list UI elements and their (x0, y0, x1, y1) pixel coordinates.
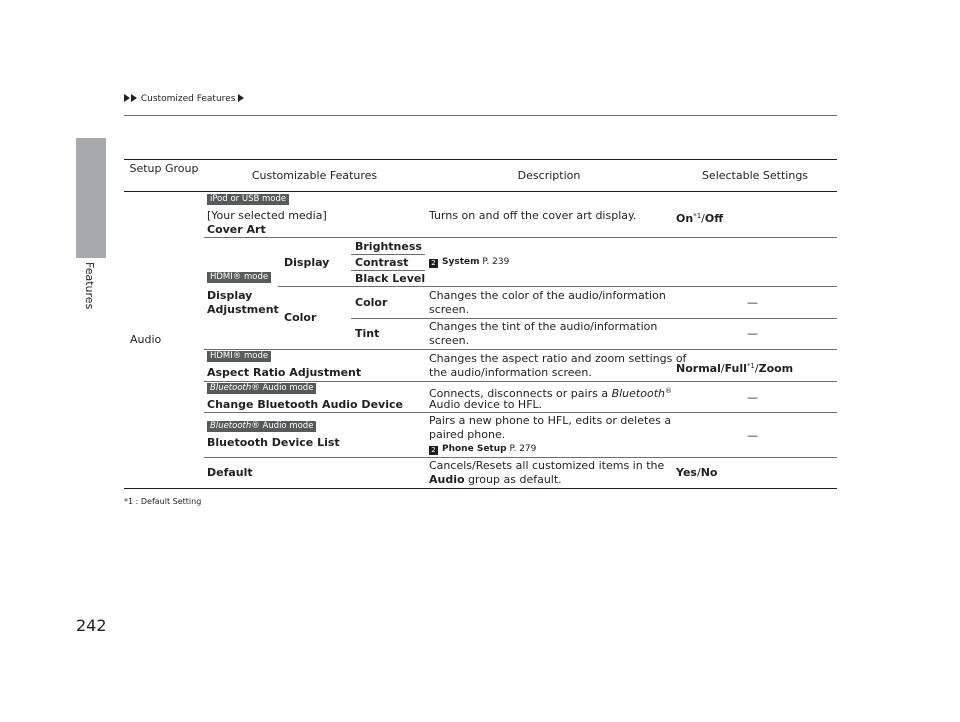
hdmi-mode-badge: HDMI® mode (207, 272, 271, 283)
table-rule (204, 412, 837, 413)
table-rule (204, 349, 837, 350)
bt-list-description-line1: Pairs a new phone to HFL, edits or deletes a (429, 414, 672, 427)
aspect-settings: Normal/Full$^{*1}$/Zoom (676, 362, 794, 375)
aspect-description-line1: Changes the aspect ratio and zoom settings of (429, 352, 687, 365)
aspect-ratio-label: Aspect Ratio Adjustment (207, 366, 362, 379)
table-rule (124, 488, 837, 489)
color-label: Color (355, 296, 388, 309)
table-rule (351, 270, 425, 271)
black-level-label: Black Level (355, 272, 426, 285)
hdmi-mode-badge: HDMI® mode (207, 351, 271, 362)
table-rule (278, 286, 837, 287)
chapter-label: Features (83, 262, 96, 310)
cross-reference-icon: 2 (429, 446, 438, 455)
display-adjustment-label-line2: Adjustment (207, 303, 279, 316)
table-rule (124, 191, 837, 192)
setup-group-audio: Audio (130, 333, 162, 346)
bt-audio-setting: — (747, 391, 758, 404)
table-rule (204, 381, 837, 382)
bt-list-description-line2: paired phone. (429, 428, 506, 441)
header-selectable-settings: Selectable Settings (701, 169, 809, 182)
table-rule (351, 254, 425, 255)
default-description-line2: Audio group as default. (429, 473, 562, 486)
table-rule (204, 457, 837, 458)
arrow-right-icon (124, 94, 130, 102)
tint-description-line2: screen. (429, 334, 470, 347)
header-customizable-features: Customizable Features (251, 169, 378, 182)
table-rule (351, 318, 837, 319)
tint-setting: — (747, 327, 758, 340)
display-adjustment-label-line1: Display (207, 289, 253, 302)
tint-description-line1: Changes the tint of the audio/information (429, 320, 658, 333)
default-description-line1: Cancels/Resets all customized items in the (429, 459, 665, 472)
default-settings: Yes/No (676, 466, 718, 479)
change-bluetooth-audio-device-label: Change Bluetooth Audio Device (207, 398, 403, 411)
header-setup-group: Setup Group (129, 162, 199, 175)
page-number: 242 (76, 616, 107, 635)
bt-audio-description-line1: Connects, disconnects or pairs a Bluetooth® (429, 387, 672, 400)
arrow-right-icon (131, 94, 137, 102)
cover-art-media: [Your selected media] (207, 209, 327, 222)
color-setting: — (747, 296, 758, 309)
bluetooth-device-list-label: Bluetooth Device List (207, 436, 340, 449)
arrow-right-icon (238, 94, 244, 102)
breadcrumb (124, 94, 245, 104)
system-xref[interactable]: 2 System P. 239 (429, 256, 509, 268)
cross-reference-icon: 2 (429, 259, 438, 268)
ipod-usb-mode-badge: iPod or USB mode (207, 194, 289, 205)
table-rule (124, 159, 837, 160)
color-description-line2: screen. (429, 303, 470, 316)
footnote: *1 : Default Setting (124, 497, 202, 506)
color-description-line1: Changes the color of the audio/information (429, 289, 666, 302)
tint-label: Tint (355, 327, 380, 340)
breadcrumb-item[interactable]: Customized Features (140, 94, 236, 104)
default-label: Default (207, 466, 253, 479)
contrast-label: Contrast (355, 256, 409, 269)
bluetooth-audio-mode-badge: Bluetooth® Audio mode (207, 383, 316, 394)
phone-setup-xref[interactable]: 2 Phone Setup P. 279 (429, 443, 536, 455)
cover-art-settings: On$^{*1}$/Off (676, 212, 724, 225)
bluetooth-audio-mode-badge: Bluetooth® Audio mode (207, 421, 316, 432)
header-description: Description (517, 169, 581, 182)
header-rule (124, 115, 837, 116)
bt-audio-description-line2: Audio device to HFL. (429, 398, 543, 411)
table-rule (204, 237, 837, 238)
cover-art-label: Cover Art (207, 223, 266, 236)
cover-art-description: Turns on and off the cover art display. (429, 209, 637, 222)
bt-list-setting: — (747, 429, 758, 442)
color-subgroup: Color (284, 311, 317, 324)
aspect-description-line2: the audio/information screen. (429, 366, 592, 379)
chapter-tab (76, 138, 106, 258)
brightness-label: Brightness (355, 240, 422, 253)
display-subgroup: Display (284, 256, 330, 269)
